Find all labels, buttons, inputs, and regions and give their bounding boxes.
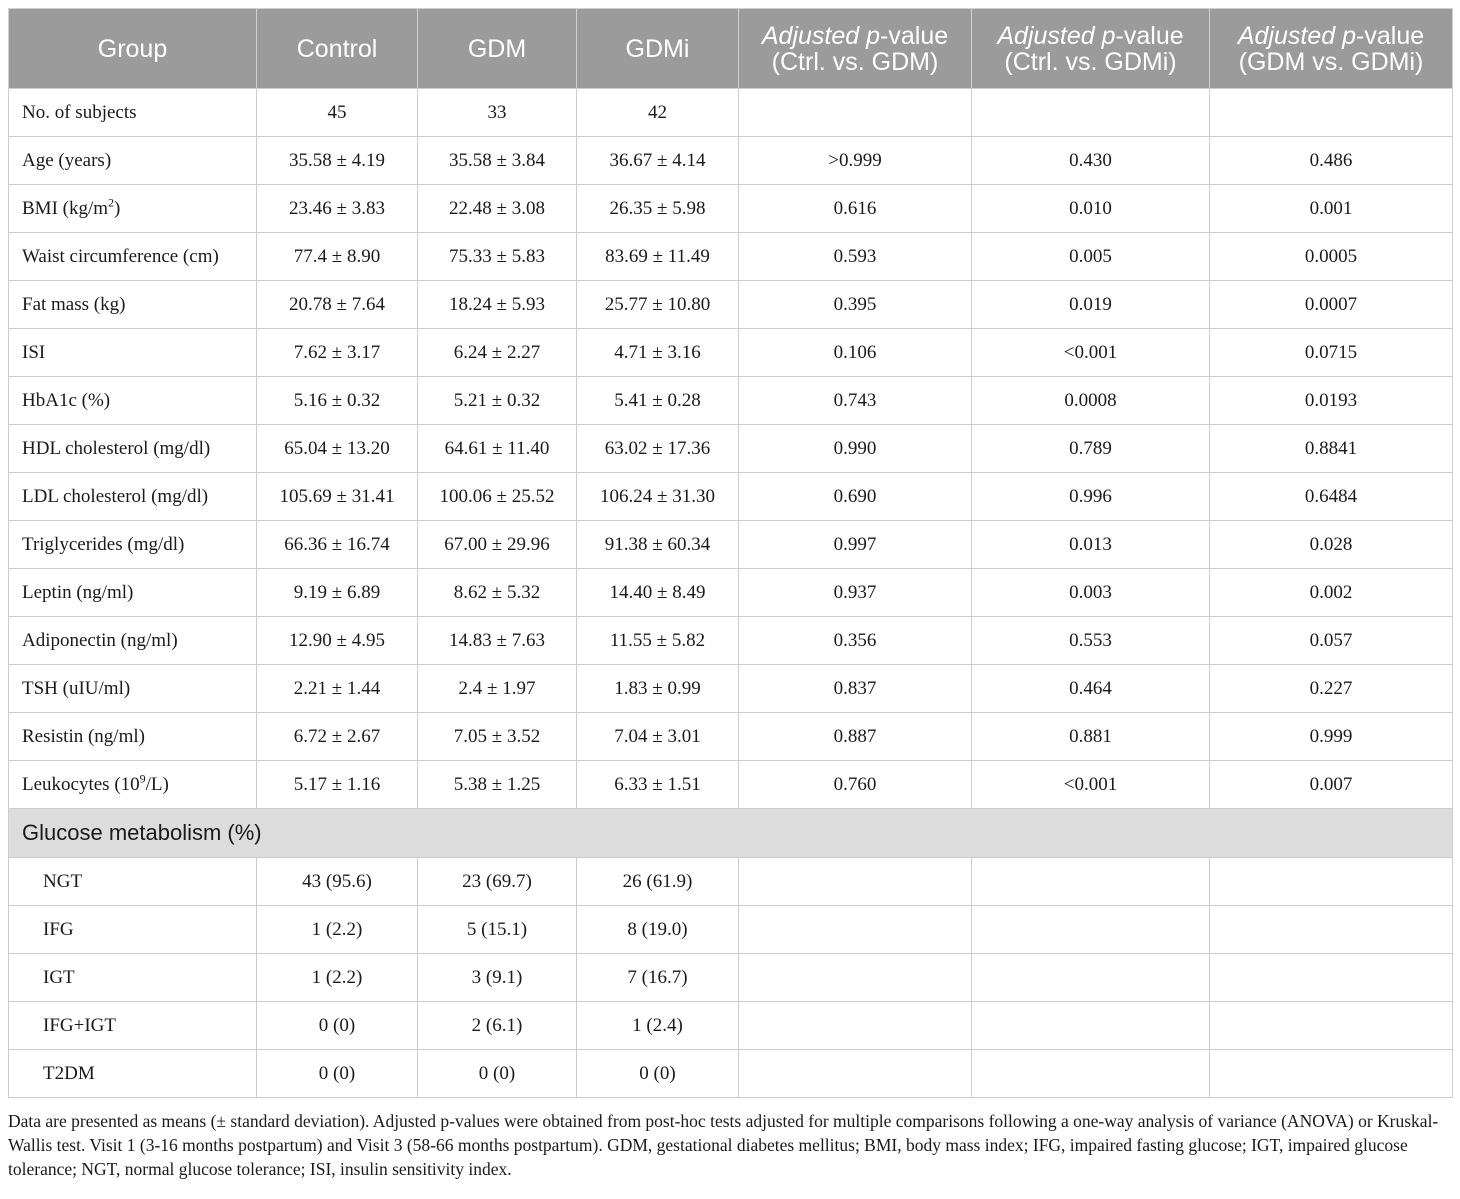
cell-gdm: 22.48 ± 3.08 (418, 185, 577, 233)
cell-gdmi: 14.40 ± 8.49 (577, 569, 739, 617)
cell-gdmi: 1.83 ± 0.99 (577, 665, 739, 713)
table-row (9, 473, 1453, 521)
cell-p-ctrl-gdm: 0.616 (739, 185, 972, 233)
comparison-label: (Ctrl. vs. GDMi) (1004, 47, 1177, 76)
cell-p-gdm-gdmi: 0.0005 (1210, 233, 1453, 281)
header-control: Control (257, 9, 418, 89)
cell-gdmi: 8 (19.0) (577, 906, 739, 954)
cell-p-gdm-gdmi (1210, 858, 1453, 906)
cell-gdm: 5.38 ± 1.25 (418, 761, 577, 809)
row-label-superscript: 9 (139, 771, 146, 786)
cell-p-gdm-gdmi (1210, 89, 1453, 137)
value-word: -value (1115, 21, 1184, 50)
cell-p-ctrl-gdm: 0.760 (739, 761, 972, 809)
cell-gdm: 67.00 ± 29.96 (418, 521, 577, 569)
row-label: IFG+IGT (9, 1002, 257, 1050)
header-row (9, 9, 1453, 89)
cell-p-ctrl-gdm (739, 1002, 972, 1050)
table-row (9, 569, 1453, 617)
header-gdmi: GDMi (577, 9, 739, 89)
cell-p-ctrl-gdm: 0.990 (739, 425, 972, 473)
p-letter: p (866, 21, 881, 50)
table-row (9, 1050, 1453, 1098)
cell-p-ctrl-gdm (739, 1050, 972, 1098)
row-label (9, 761, 257, 809)
cell-p-ctrl-gdm: 0.743 (739, 377, 972, 425)
cell-p-ctrl-gdm: 0.937 (739, 569, 972, 617)
table-container (8, 8, 1452, 1199)
cell-control: 9.19 ± 6.89 (257, 569, 418, 617)
cell-gdm: 100.06 ± 25.52 (418, 473, 577, 521)
table-header (9, 9, 1453, 89)
cell-gdmi: 26.35 ± 5.98 (577, 185, 739, 233)
cell-control: 23.46 ± 3.83 (257, 185, 418, 233)
table-row (9, 521, 1453, 569)
table-row (9, 665, 1453, 713)
row-label-text: BMI (kg/m (22, 197, 109, 219)
cell-p-ctrl-gdm: 0.997 (739, 521, 972, 569)
header-pvalue-gdm-gdmi (1210, 9, 1453, 89)
row-label-text-end: /L) (145, 773, 169, 795)
table-body (9, 89, 1453, 1098)
cell-gdm: 5 (15.1) (418, 906, 577, 954)
cell-gdm: 3 (9.1) (418, 954, 577, 1002)
cell-p-ctrl-gdmi: <0.001 (972, 761, 1210, 809)
cell-gdm: 23 (69.7) (418, 858, 577, 906)
cell-p-gdm-gdmi (1210, 1002, 1453, 1050)
cell-control: 2.21 ± 1.44 (257, 665, 418, 713)
section-row (9, 809, 1453, 858)
table-row (9, 906, 1453, 954)
cell-gdmi: 106.24 ± 31.30 (577, 473, 739, 521)
cell-p-ctrl-gdmi (972, 1050, 1210, 1098)
cell-p-ctrl-gdm (739, 89, 972, 137)
row-label: HDL cholesterol (mg/dl) (9, 425, 257, 473)
cell-gdmi: 6.33 ± 1.51 (577, 761, 739, 809)
cell-control: 45 (257, 89, 418, 137)
table-row (9, 329, 1453, 377)
cell-p-ctrl-gdmi: 0.464 (972, 665, 1210, 713)
cell-control: 65.04 ± 13.20 (257, 425, 418, 473)
cell-p-gdm-gdmi (1210, 954, 1453, 1002)
cell-gdmi: 11.55 ± 5.82 (577, 617, 739, 665)
cell-p-ctrl-gdmi: 0.789 (972, 425, 1210, 473)
p-letter: p (1342, 21, 1357, 50)
row-label: IGT (9, 954, 257, 1002)
cell-p-gdm-gdmi: 0.0193 (1210, 377, 1453, 425)
header-gdm: GDM (418, 9, 577, 89)
cell-gdm: 0 (0) (418, 1050, 577, 1098)
cell-gdmi: 36.67 ± 4.14 (577, 137, 739, 185)
cell-gdmi: 0 (0) (577, 1050, 739, 1098)
cell-p-gdm-gdmi: 0.001 (1210, 185, 1453, 233)
table-footnote: Data are presented as means (± standard deviation). Adjusted p-values were obtained from post-hoc tests adjusted for multiple comparisons following a one-way analysis of variance (ANOVA) or Kruskal-Wallis test. Visit 1 (3-16 months postpartum) and Visit 3 (58-66 months postpartum). GDM, gestational diabetes mellitus; BMI, body mass index; IFG, impaired fasting glucose; IGT, impaired glucose tolerance; NGT, normal glucose tolerance; ISI, insulin sensitivity index. (8, 1111, 1439, 1179)
cell-control: 7.62 ± 3.17 (257, 329, 418, 377)
p-letter: p (1101, 21, 1116, 50)
cell-p-ctrl-gdm: 0.837 (739, 665, 972, 713)
cell-p-ctrl-gdm: 0.356 (739, 617, 972, 665)
cell-p-gdm-gdmi: 0.002 (1210, 569, 1453, 617)
cell-control: 1 (2.2) (257, 906, 418, 954)
table-row (9, 425, 1453, 473)
cell-gdmi: 5.41 ± 0.28 (577, 377, 739, 425)
adjusted-word: Adjusted (1237, 21, 1336, 50)
cell-gdmi: 63.02 ± 17.36 (577, 425, 739, 473)
cell-gdm: 64.61 ± 11.40 (418, 425, 577, 473)
table-row (9, 858, 1453, 906)
cell-p-ctrl-gdmi: 0.996 (972, 473, 1210, 521)
cell-p-ctrl-gdmi: <0.001 (972, 329, 1210, 377)
cell-p-ctrl-gdmi (972, 89, 1210, 137)
cell-p-gdm-gdmi: 0.0007 (1210, 281, 1453, 329)
cell-p-ctrl-gdm (739, 858, 972, 906)
cell-p-gdm-gdmi: 0.057 (1210, 617, 1453, 665)
cell-gdmi: 42 (577, 89, 739, 137)
cell-p-ctrl-gdmi (972, 858, 1210, 906)
cell-control: 35.58 ± 4.19 (257, 137, 418, 185)
cell-p-ctrl-gdmi: 0.430 (972, 137, 1210, 185)
row-label: NGT (9, 858, 257, 906)
cell-gdm: 6.24 ± 2.27 (418, 329, 577, 377)
cell-gdm: 7.05 ± 3.52 (418, 713, 577, 761)
cell-p-ctrl-gdmi (972, 1002, 1210, 1050)
table-row (9, 713, 1453, 761)
section-heading: Glucose metabolism (%) (9, 809, 1453, 858)
cell-p-ctrl-gdmi: 0.0008 (972, 377, 1210, 425)
cell-gdm: 5.21 ± 0.32 (418, 377, 577, 425)
comparison-label: (GDM vs. GDMi) (1238, 47, 1424, 76)
cell-gdm: 35.58 ± 3.84 (418, 137, 577, 185)
cell-gdmi: 1 (2.4) (577, 1002, 739, 1050)
row-label: T2DM (9, 1050, 257, 1098)
cell-control: 77.4 ± 8.90 (257, 233, 418, 281)
cell-p-gdm-gdmi: 0.999 (1210, 713, 1453, 761)
row-label-text: Leukocytes (10 (22, 773, 140, 795)
row-label: TSH (uIU/ml) (9, 665, 257, 713)
table-row (9, 185, 1453, 233)
cell-control: 43 (95.6) (257, 858, 418, 906)
cell-control: 1 (2.2) (257, 954, 418, 1002)
cell-p-ctrl-gdm: 0.106 (739, 329, 972, 377)
row-label: Adiponectin (ng/ml) (9, 617, 257, 665)
table-row (9, 617, 1453, 665)
cell-control: 6.72 ± 2.67 (257, 713, 418, 761)
row-label: No. of subjects (9, 89, 257, 137)
cell-p-gdm-gdmi (1210, 906, 1453, 954)
row-label: Resistin (ng/ml) (9, 713, 257, 761)
cell-control: 12.90 ± 4.95 (257, 617, 418, 665)
cell-p-gdm-gdmi: 0.486 (1210, 137, 1453, 185)
row-label: HbA1c (%) (9, 377, 257, 425)
cell-p-ctrl-gdmi (972, 954, 1210, 1002)
row-label: Age (years) (9, 137, 257, 185)
cell-gdm: 2 (6.1) (418, 1002, 577, 1050)
cell-p-gdm-gdmi: 0.227 (1210, 665, 1453, 713)
cell-p-ctrl-gdm: 0.593 (739, 233, 972, 281)
row-label (9, 185, 257, 233)
cell-control: 0 (0) (257, 1050, 418, 1098)
comparison-label: (Ctrl. vs. GDM) (771, 47, 939, 76)
table-row (9, 281, 1453, 329)
cell-p-gdm-gdmi: 0.0715 (1210, 329, 1453, 377)
cell-p-gdm-gdmi: 0.028 (1210, 521, 1453, 569)
row-label: ISI (9, 329, 257, 377)
cell-control: 20.78 ± 7.64 (257, 281, 418, 329)
cell-p-ctrl-gdmi (972, 906, 1210, 954)
adjusted-word: Adjusted (761, 21, 860, 50)
row-label: Triglycerides (mg/dl) (9, 521, 257, 569)
table-row (9, 137, 1453, 185)
cell-p-ctrl-gdm: 0.690 (739, 473, 972, 521)
row-label: Waist circumference (cm) (9, 233, 257, 281)
cell-gdm: 75.33 ± 5.83 (418, 233, 577, 281)
table-row (9, 954, 1453, 1002)
cell-gdm: 14.83 ± 7.63 (418, 617, 577, 665)
value-word: -value (880, 21, 949, 50)
cell-gdmi: 25.77 ± 10.80 (577, 281, 739, 329)
cell-control: 5.16 ± 0.32 (257, 377, 418, 425)
cell-gdm: 33 (418, 89, 577, 137)
adjusted-word: Adjusted (997, 21, 1095, 50)
cell-gdmi: 4.71 ± 3.16 (577, 329, 739, 377)
cell-gdmi: 83.69 ± 11.49 (577, 233, 739, 281)
cell-gdm: 18.24 ± 5.93 (418, 281, 577, 329)
cell-gdmi: 26 (61.9) (577, 858, 739, 906)
cell-p-ctrl-gdmi: 0.553 (972, 617, 1210, 665)
row-label: LDL cholesterol (mg/dl) (9, 473, 257, 521)
cell-p-ctrl-gdmi: 0.019 (972, 281, 1210, 329)
value-word: -value (1356, 21, 1425, 50)
cell-p-ctrl-gdm: >0.999 (739, 137, 972, 185)
table-row (9, 233, 1453, 281)
cell-control: 66.36 ± 16.74 (257, 521, 418, 569)
cell-p-ctrl-gdmi: 0.881 (972, 713, 1210, 761)
row-label-text-end: ) (114, 197, 121, 219)
cell-control: 0 (0) (257, 1002, 418, 1050)
table-row (9, 761, 1453, 809)
cell-p-ctrl-gdmi: 0.010 (972, 185, 1210, 233)
table-row (9, 89, 1453, 137)
cell-p-gdm-gdmi (1210, 1050, 1453, 1098)
cell-p-ctrl-gdm: 0.395 (739, 281, 972, 329)
table-row (9, 1002, 1453, 1050)
cell-p-ctrl-gdmi: 0.013 (972, 521, 1210, 569)
cell-gdm: 8.62 ± 5.32 (418, 569, 577, 617)
header-pvalue-ctrl-gdm (739, 9, 972, 89)
cell-p-gdm-gdmi: 0.6484 (1210, 473, 1453, 521)
row-label-superscript: 2 (108, 195, 115, 210)
results-table (8, 8, 1453, 1098)
cell-gdmi: 7 (16.7) (577, 954, 739, 1002)
cell-p-gdm-gdmi: 0.007 (1210, 761, 1453, 809)
row-label: IFG (9, 906, 257, 954)
cell-p-ctrl-gdmi: 0.005 (972, 233, 1210, 281)
cell-p-gdm-gdmi: 0.8841 (1210, 425, 1453, 473)
table-row (9, 377, 1453, 425)
cell-gdmi: 91.38 ± 60.34 (577, 521, 739, 569)
cell-control: 5.17 ± 1.16 (257, 761, 418, 809)
cell-gdmi: 7.04 ± 3.01 (577, 713, 739, 761)
header-group: Group (9, 9, 257, 89)
cell-gdm: 2.4 ± 1.97 (418, 665, 577, 713)
header-pvalue-ctrl-gdmi (972, 9, 1210, 89)
cell-p-ctrl-gdm (739, 954, 972, 1002)
cell-p-ctrl-gdm (739, 906, 972, 954)
row-label: Fat mass (kg) (9, 281, 257, 329)
cell-p-ctrl-gdm: 0.887 (739, 713, 972, 761)
cell-control: 105.69 ± 31.41 (257, 473, 418, 521)
cell-p-ctrl-gdmi: 0.003 (972, 569, 1210, 617)
row-label: Leptin (ng/ml) (9, 569, 257, 617)
